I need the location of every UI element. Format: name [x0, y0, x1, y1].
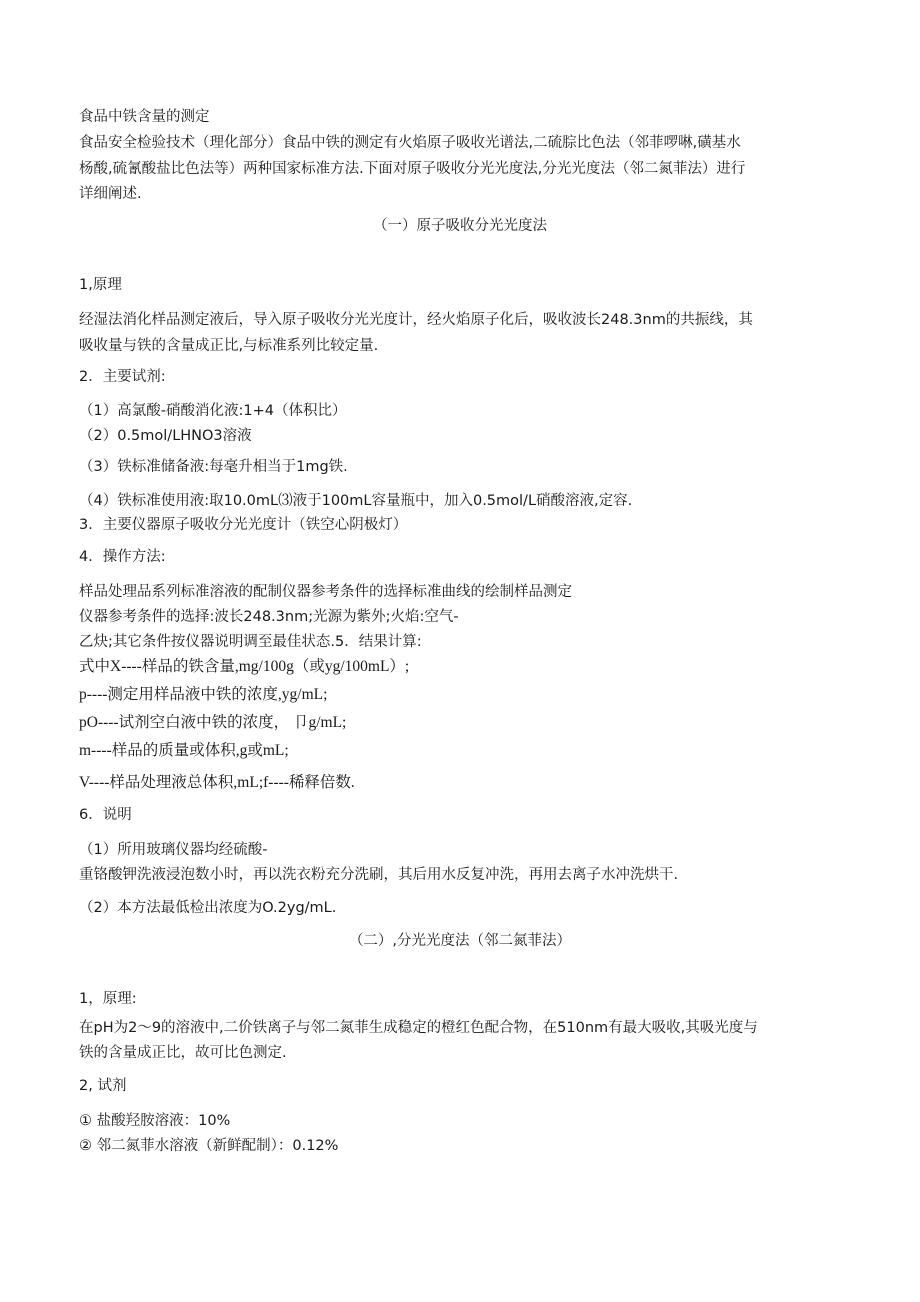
paragraph-line: 铁的含量成正比，故可比色测定. — [79, 1045, 287, 1061]
subsection-heading: 1,原理 — [79, 277, 122, 293]
list-item: （1）所用玻璃仪器均经硫酸- — [79, 842, 268, 858]
list-item: （3）铁标准储备液:每毫升相当于1mg铁. — [79, 459, 348, 475]
formula-line: pO----试剂空白液中铁的浓度， 卩g/mL; — [79, 714, 347, 731]
paragraph-line: 吸收量与铁的含量成正比,与标准系列比较定量. — [79, 338, 379, 354]
paragraph-line: 重铬酸钾洗液浸泡数小时，再以洗衣粉充分洗刷，其后用水反复冲洗，再用去离子水冲洗烘干. — [79, 867, 679, 883]
intro-line: 食品安全检验技术（理化部分）食品中铁的测定有火焰原子吸收光谱法,二硫腙比色法（邻菲啰啉,磺基水 — [79, 135, 741, 151]
subsection-heading: 1，原理: — [79, 991, 137, 1007]
list-item: （1）高氯酸-硝酸消化液:1+4（体积比） — [79, 403, 347, 419]
list-item: （2）0.5mol/LHNO3溶液 — [79, 428, 252, 444]
section-heading: （二）,分光光度法（邻二氮菲法） — [348, 933, 572, 949]
list-item: （2）本方法最低检出浓度为O.2yg/mL. — [79, 900, 337, 916]
intro-line: 详细阐述. — [79, 186, 142, 202]
formula-line: m----样品的质量或体积,g或mL; — [79, 742, 289, 759]
section-heading: （一）原子吸收分光光度法 — [373, 218, 547, 234]
subsection-heading: 3．主要仪器原子吸收分光光度计（铁空心阴极灯） — [79, 517, 408, 533]
paragraph-line: 样品处理品系列标准溶液的配制仪器参考条件的选择标准曲线的绘制样品测定 — [79, 584, 572, 600]
formula-line: V----样品处理液总体积,mL;f----稀释倍数. — [79, 774, 355, 791]
subsection-heading: 6．说明 — [79, 807, 132, 823]
document-title: 食品中铁含量的测定 — [79, 109, 210, 125]
subsection-heading: 2, 试剂 — [79, 1078, 127, 1094]
list-item: ② 邻二氮菲水溶液（新鲜配制）：0.12% — [79, 1138, 339, 1154]
subsection-heading: 4．操作方法: — [79, 549, 166, 565]
paragraph-line: 乙炔;其它条件按仪器说明调至最佳状态.5．结果计算: — [79, 634, 422, 650]
paragraph-line: 仪器参考条件的选择:波长248.3nm;光源为紫外;火焰:空气- — [79, 609, 459, 625]
formula-line: 式中X----样品的铁含量,mg/100g（或yg/100mL）; — [79, 658, 410, 675]
list-item: （4）铁标准使用液:取10.0mL⑶液于100mL容量瓶中，加入0.5mol/L硝酸溶液,定容. — [79, 493, 633, 509]
intro-line: 杨酸,硫氰酸盐比色法等）两种国家标准方法.下面对原子吸收分光光度法,分光光度法（邻二氮菲法）进行 — [79, 161, 746, 177]
paragraph-line: 经湿法消化样品测定液后，导入原子吸收分光光度计，经火焰原子化后，吸收波长248.3nm的共振线，其 — [79, 312, 753, 328]
paragraph-line: 在pH为2～9的溶液中,二价铁离子与邻二氮菲生成稳定的橙红色配合物，在510nm有最大吸收,其吸光度与 — [79, 1020, 758, 1036]
formula-line: p----测定用样品液中铁的浓度,yg/mL; — [79, 686, 328, 703]
subsection-heading: 2．主要试剂: — [79, 369, 166, 385]
list-item: ① 盐酸羟胺溶液：10% — [79, 1113, 231, 1129]
